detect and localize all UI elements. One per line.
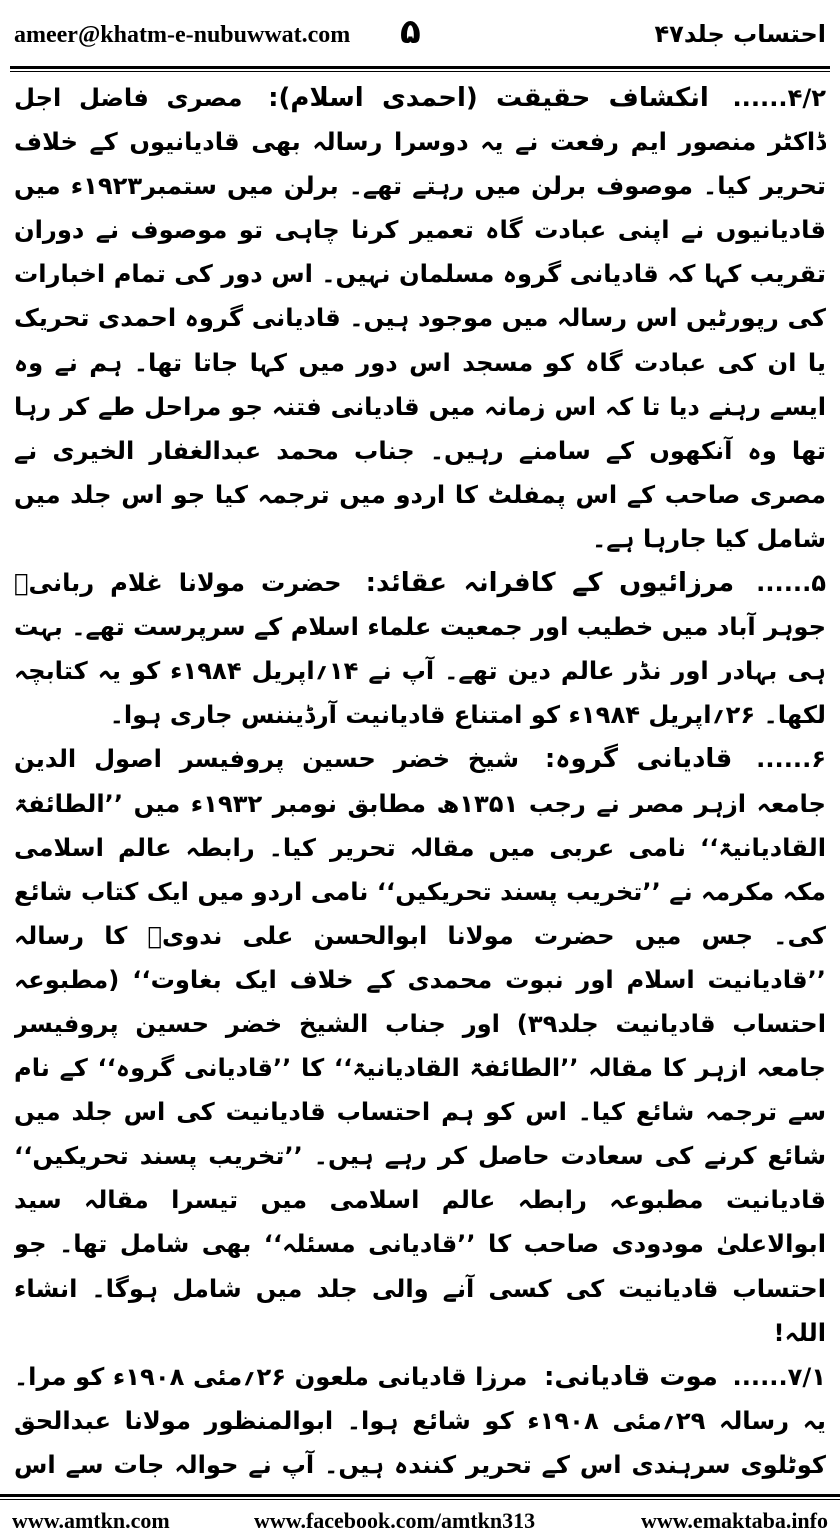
footer-rule [0, 1494, 840, 1497]
paragraph-heading: مرزائیوں کے کافرانہ عقائد: [365, 568, 735, 599]
page-header [0, 0, 840, 78]
header-email[interactable]: ameer@khatm-e-nubuwwat.com [14, 22, 351, 48]
footer-link-emaktaba[interactable]: www.emaktaba.info [640, 1508, 828, 1533]
paragraph-number: ۶...... [756, 745, 826, 774]
paragraph-heading: قادیانی گروہ: [544, 744, 733, 775]
paragraph-number: ۴/۲...... [732, 84, 826, 112]
page-body [14, 76, 826, 1480]
paragraph-heading: موت قادیانی: [544, 1361, 718, 1392]
running-title: احتساب جلد۴۷ [654, 20, 826, 48]
page-footer [0, 1500, 840, 1540]
paragraph-7-1 [14, 1355, 826, 1480]
paragraph-text: حضرت مولانا غلام ربانیؒ جوہر آباد میں خطیب اور جمعیت علماء اسلام کے سرپرست تھے۔ بہت ہی بہادر اور نڈر عالم دین تھے۔ آپ نے ۱۴؍اپریل ۱۹۸۴ء کو یہ کتابچہ لکھا۔ ۲۶؍اپریل ۱۹۸۴ء کو امتناع قادیانیت آرڈیننس جاری ہوا۔ [14, 569, 826, 730]
header-rule [10, 66, 830, 69]
paragraph-4-2 [14, 76, 826, 561]
footer-link-facebook[interactable]: www.facebook.com/amtkn313 [254, 1508, 536, 1533]
paragraph-5 [14, 561, 826, 737]
paragraph-text: مرزا قادیانی ملعون ۲۶؍مئی ۱۹۰۸ء کو مرا۔ یہ رسالہ ۲۹؍مئی ۱۹۰۸ء کو شائع ہوا۔ ابوالمنظور مولانا عبدالحق کوٹلوی سرہندی اس کے تحریر کنندہ ہیں۔ آپ نے حوالہ جات سے اس [14, 1362, 826, 1479]
paragraph-text: مصری فاضل اجل ڈاکٹر منصور ایم رفعت نے یہ دوسرا رسالہ بھی قادیانیوں کے خلاف تحریر کیا۔ موصوف برلن میں رہتے تھے۔ برلن میں ستمبر۱۹۲۳ء میں قادیانیوں نے اپنی عبادت گاہ تعمیر کرنا چاہی تو موصوف نے دوران تقریب کہا کہ قادیانی گروہ مسلمان نہیں۔ اس دور کی تمام اخبارات کی رپورٹیں اس رسالہ میں موجود ہیں۔ قادیانی گروہ احمدی تحریک یا ان کی عبادت گاہ کو مسجد اس دور میں کہا جاتا تھا۔ ہم نے وہ ایسے رہنے دیا تا کہ اس زمانہ میں قادیانی فتنہ جو مراحل طے کر رہا تھا وہ آنکھوں کے سامنے رہیں۔ جناب محمد عبدالغفار الخیری نے مصری صاحب کے اس پمفلٹ کا اردو میں ترجمہ کیا جو اس جلد میں شامل کیا جارہا ہے۔ [14, 84, 826, 553]
header-rule-thin [10, 71, 830, 72]
paragraph-number: ۵...... [756, 569, 826, 598]
paragraph-heading: انکشاف حقیقت (احمدی اسلام): [268, 83, 709, 113]
page-number: ۵ [400, 12, 421, 52]
paragraph-6 [14, 737, 826, 1354]
paragraph-number: ۷/۱...... [732, 1362, 826, 1391]
footer-link-amtkn[interactable]: www.amtkn.com [12, 1508, 170, 1533]
paragraph-text: شیخ خضر حسین پروفیسر اصول الدین جامعہ ازہر مصر نے رجب ۱۳۵۱ھ مطابق نومبر ۱۹۳۲ء میں ’’الطائفۃ القادیانیۃ‘‘ نامی عربی میں مقالہ تحریر کیا۔ رابطہ عالم اسلامی مکہ مکرمہ نے ’’تخریب پسند تحریکیں‘‘ نامی اردو میں ایک کتاب شائع کی۔ جس میں حضرت مولانا ابوالحسن علی ندویؒ کا رسالہ ’’قادیانیت اسلام اور نبوت محمدی کے خلاف ایک بغاوت‘‘ (مطبوعہ احتساب قادیانیت جلد۳۹) اور جناب الشیخ خضر حسین پروفیسر جامعہ ازہر کا مقالہ ’’الطائفۃ القادیانیۃ‘‘ کا ’’قادیانی گروہ‘‘ کے نام سے ترجمہ شائع کیا۔ اس کو ہم احتساب قادیانیت کی اس جلد میں شائع کرنے کی سعادت حاصل کر رہے ہیں۔ ’’تخریب پسند تحریکیں‘‘ قادیانیت مطبوعہ رابطہ عالم اسلامی میں تیسرا مقالہ سید ابوالاعلیٰ مودودی صاحب کا ’’قادیانی مسئلہ‘‘ بھی شامل تھا۔ جو احتساب قادیانیت کی کسی آنے والی جلد میں شامل ہوگا۔ انشاء اللہ! [14, 745, 826, 1347]
